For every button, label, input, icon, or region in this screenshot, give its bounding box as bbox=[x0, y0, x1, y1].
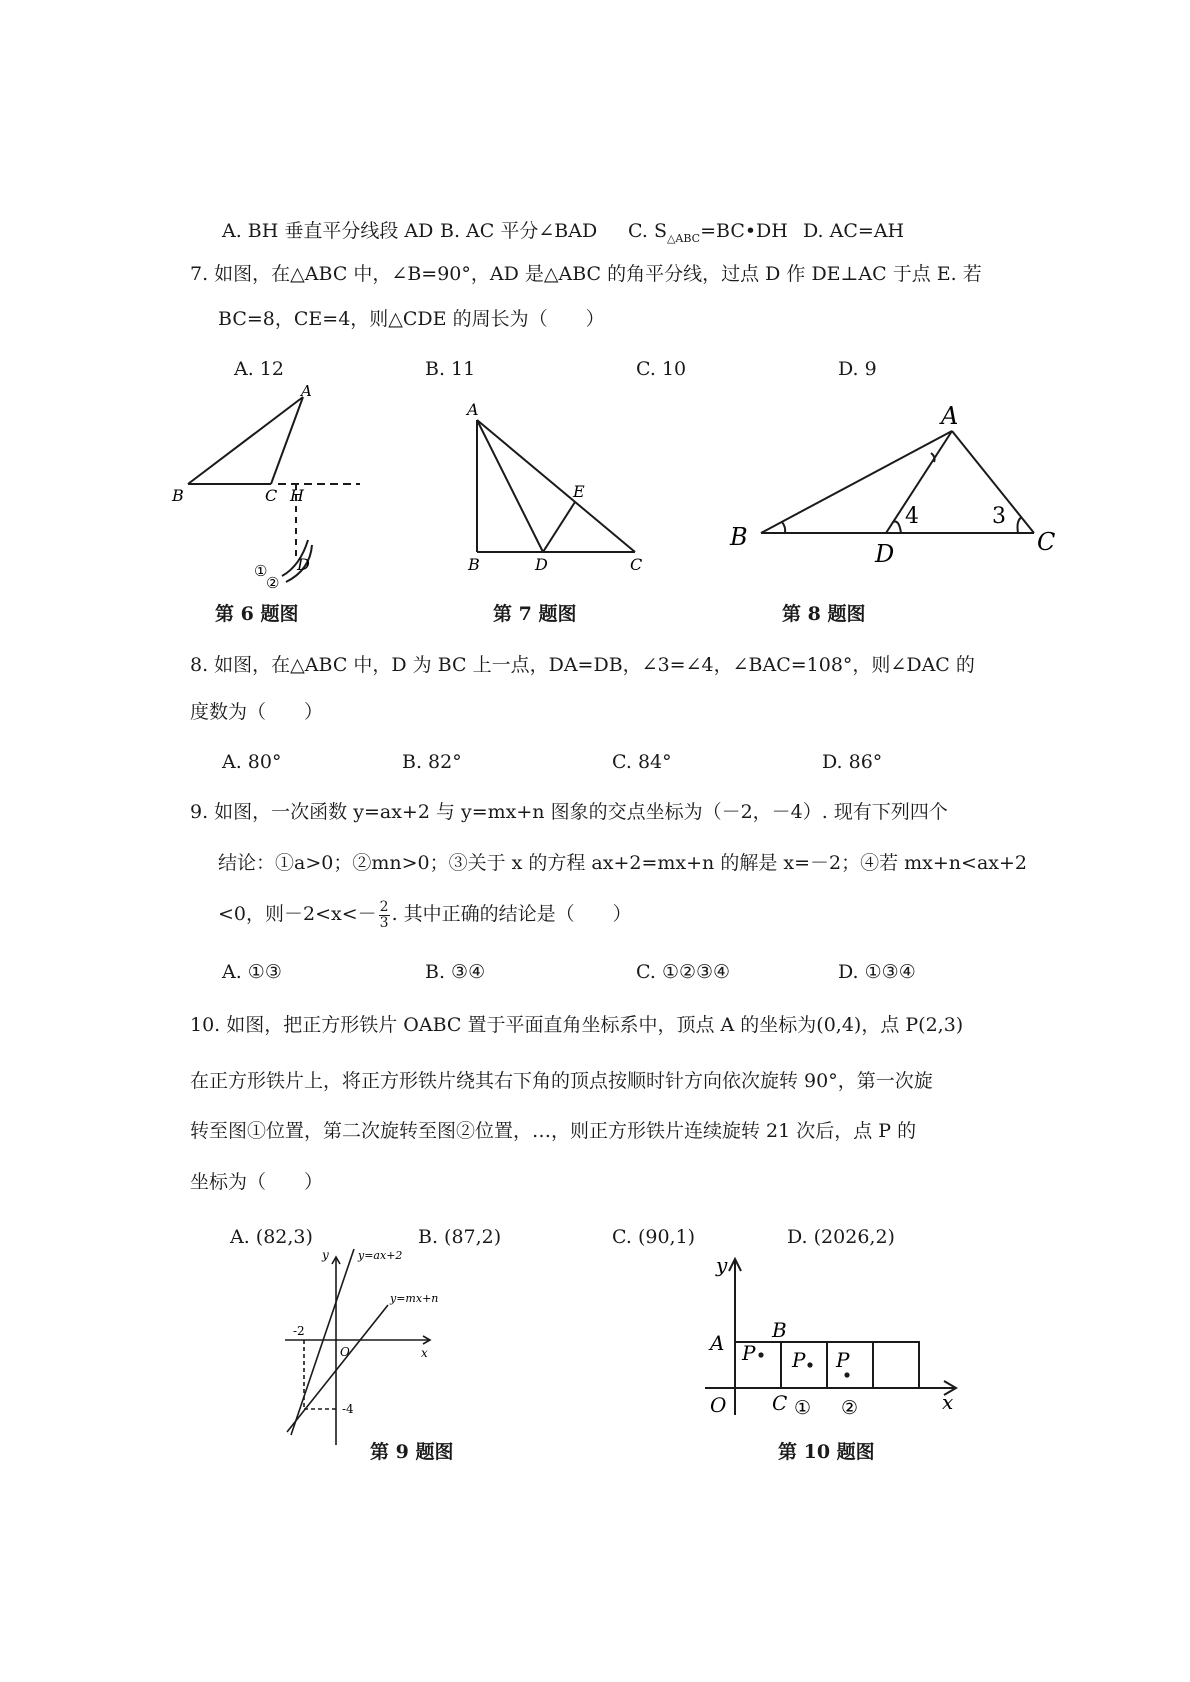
q6-option-c-prefix: C. S bbox=[628, 220, 667, 242]
fig7-label-b: B bbox=[468, 555, 480, 574]
fig10-label-o: O bbox=[710, 1393, 727, 1417]
fig8-label-c: C bbox=[1037, 528, 1056, 556]
q7-option-c: C. 10 bbox=[636, 358, 687, 380]
fig7-label-a: A bbox=[467, 400, 479, 419]
fig8-angle-3-arc bbox=[1018, 517, 1023, 533]
q9-stem-line2: 结论：①a>0；②mn>0；③关于 x 的方程 ax+2=mx+n 的解是 x=－2；④若 mx+n<ax+2 bbox=[218, 852, 1027, 874]
fig9-caption: 第 9 题图 bbox=[370, 1441, 454, 1463]
fig9-label-y: y bbox=[322, 1248, 329, 1262]
q7-option-b: B. 11 bbox=[425, 358, 476, 380]
fig6-label-d: D bbox=[297, 555, 310, 574]
fig10-label-c: C bbox=[772, 1391, 788, 1415]
fig6-segment-ba bbox=[188, 397, 303, 484]
q10-stem-line4: 坐标为（ ） bbox=[190, 1171, 324, 1193]
fig10-point-p0 bbox=[758, 1352, 763, 1357]
fig10-point-p1 bbox=[807, 1362, 812, 1367]
q9-option-b: B. ③④ bbox=[425, 961, 486, 983]
fig10-point-p2 bbox=[844, 1372, 849, 1377]
q10-stem-line3: 转至图①位置，第二次旋转至图②位置，…，则正方形铁片连续旋转 21 次后，点 P 的 bbox=[190, 1120, 917, 1142]
fig8-label-angle-3: 3 bbox=[992, 504, 1006, 529]
fig7-segment-ad bbox=[477, 420, 543, 552]
q8-option-a: A. 80° bbox=[222, 751, 282, 773]
fig6-label-circle-1: ① bbox=[254, 562, 268, 580]
fig8-segment-ad bbox=[886, 431, 952, 533]
q9-stem-line3-a: <0，则－2<x<－ bbox=[218, 903, 377, 926]
fig10-label-a: A bbox=[710, 1331, 725, 1355]
fig10-label-x: x bbox=[942, 1390, 954, 1414]
q6-option-c bbox=[628, 222, 788, 244]
fig8-angle-4-arc bbox=[893, 521, 901, 533]
fig8-angle-b-arc bbox=[782, 522, 785, 533]
fig9-label-mxn: y=mx+n bbox=[390, 1292, 439, 1305]
fig10-square-3 bbox=[873, 1342, 919, 1388]
figure-6 bbox=[160, 380, 380, 600]
q7-stem-line2: BC=8，CE=4，则△CDE 的周长为（ ） bbox=[218, 308, 605, 330]
fig6-caption: 第 6 题图 bbox=[215, 603, 299, 625]
figure-8 bbox=[720, 395, 1060, 568]
fig10-label-p2: P bbox=[836, 1348, 850, 1372]
fig8-label-angle-4: 4 bbox=[905, 504, 919, 529]
q10-option-d: D. (2026,2) bbox=[787, 1226, 895, 1248]
figure-9 bbox=[280, 1245, 450, 1445]
fig7-label-c: C bbox=[630, 555, 643, 574]
q9-stem-line1: 9. 如图，一次函数 y=ax+2 与 y=mx+n 图象的交点坐标为（－2，－4）. 现有下列四个 bbox=[190, 801, 948, 823]
fig10-square-2 bbox=[827, 1342, 873, 1388]
q6-option-c-suffix: =BC•DH bbox=[700, 220, 788, 242]
fig10-label-b: B bbox=[772, 1318, 787, 1342]
q10-stem-line2: 在正方形铁片上，将正方形铁片绕其右下角的顶点按顺时针方向依次旋转 90°，第一次旋 bbox=[190, 1070, 933, 1092]
q8-stem-line1: 8. 如图，在△ABC 中，D 为 BC 上一点，DA=DB，∠3=∠4，∠BAC=108°，则∠DAC 的 bbox=[190, 654, 975, 676]
q7-option-d: D. 9 bbox=[838, 358, 877, 380]
fig6-label-b: B bbox=[172, 486, 184, 505]
fig6-label-h: H bbox=[290, 486, 304, 505]
fig9-label-neg4: -4 bbox=[342, 1402, 354, 1416]
q9-fraction-den: 3 bbox=[379, 914, 389, 931]
q9-option-c: C. ①②③④ bbox=[636, 961, 731, 983]
q9-stem-line3-b: . 其中正确的结论是（ ） bbox=[391, 903, 632, 926]
q10-stem-line1: 10. 如图，把正方形铁片 OABC 置于平面直角坐标系中，顶点 A 的坐标为(0,4)，点 P(2,3) bbox=[190, 1014, 964, 1036]
q10-option-b: B. (87,2) bbox=[418, 1226, 502, 1248]
q10-option-c: C. (90,1) bbox=[612, 1226, 696, 1248]
q9-option-d: D. ①③④ bbox=[838, 961, 916, 983]
fig9-label-o: O bbox=[340, 1345, 350, 1359]
q9-fraction-num: 2 bbox=[379, 899, 389, 915]
fig8-label-a: A bbox=[941, 402, 959, 430]
fig8-label-d: D bbox=[875, 540, 895, 568]
fig10-label-p0: P bbox=[742, 1341, 756, 1365]
q8-option-c: C. 84° bbox=[612, 751, 672, 773]
fig10-label-circle-1: ① bbox=[794, 1397, 812, 1419]
q8-option-b: B. 82° bbox=[402, 751, 462, 773]
q6-option-c-subscript: △ABC bbox=[666, 231, 701, 245]
q6-option-b: B. AC 平分∠BAD bbox=[440, 220, 598, 242]
fig9-label-neg2: -2 bbox=[293, 1324, 305, 1338]
fig8-caption: 第 8 题图 bbox=[782, 603, 866, 625]
fig8-segment-ba bbox=[761, 431, 952, 533]
q9-stem-line3 bbox=[218, 900, 632, 930]
fig10-label-p1: P bbox=[792, 1348, 806, 1372]
fig7-label-d: D bbox=[535, 555, 548, 574]
fig7-label-e: E bbox=[573, 482, 585, 501]
fig7-caption: 第 7 题图 bbox=[493, 603, 577, 625]
fig6-label-c: C bbox=[265, 486, 278, 505]
q9-option-a: A. ①③ bbox=[222, 961, 282, 983]
fig10-label-circle-2: ② bbox=[841, 1397, 859, 1419]
q10-option-a: A. (82,3) bbox=[230, 1226, 313, 1248]
fig8-label-b: B bbox=[730, 523, 748, 551]
fig6-label-a: A bbox=[301, 382, 312, 400]
fig9-label-x: x bbox=[421, 1346, 428, 1360]
q6-option-d: D. AC=AH bbox=[803, 220, 905, 242]
q7-option-a: A. 12 bbox=[234, 358, 284, 380]
q6-option-a: A. BH 垂直平分线段 AD bbox=[222, 220, 434, 242]
fig6-label-circle-2: ② bbox=[266, 574, 280, 592]
fig10-label-y: y bbox=[716, 1253, 728, 1277]
fig7-segment-de bbox=[543, 502, 575, 552]
figure-10 bbox=[700, 1250, 960, 1430]
q8-option-d: D. 86° bbox=[822, 751, 883, 773]
q9-fraction bbox=[379, 900, 390, 930]
fig9-label-ax2: y=ax+2 bbox=[358, 1249, 403, 1262]
figure-7 bbox=[460, 400, 650, 580]
fig10-caption: 第 10 题图 bbox=[778, 1441, 875, 1463]
q8-stem-line2: 度数为（ ） bbox=[190, 701, 324, 723]
q7-stem-line1: 7. 如图，在△ABC 中，∠B=90°，AD 是△ABC 的角平分线，过点 D 作 DE⊥AC 于点 E. 若 bbox=[190, 263, 982, 285]
